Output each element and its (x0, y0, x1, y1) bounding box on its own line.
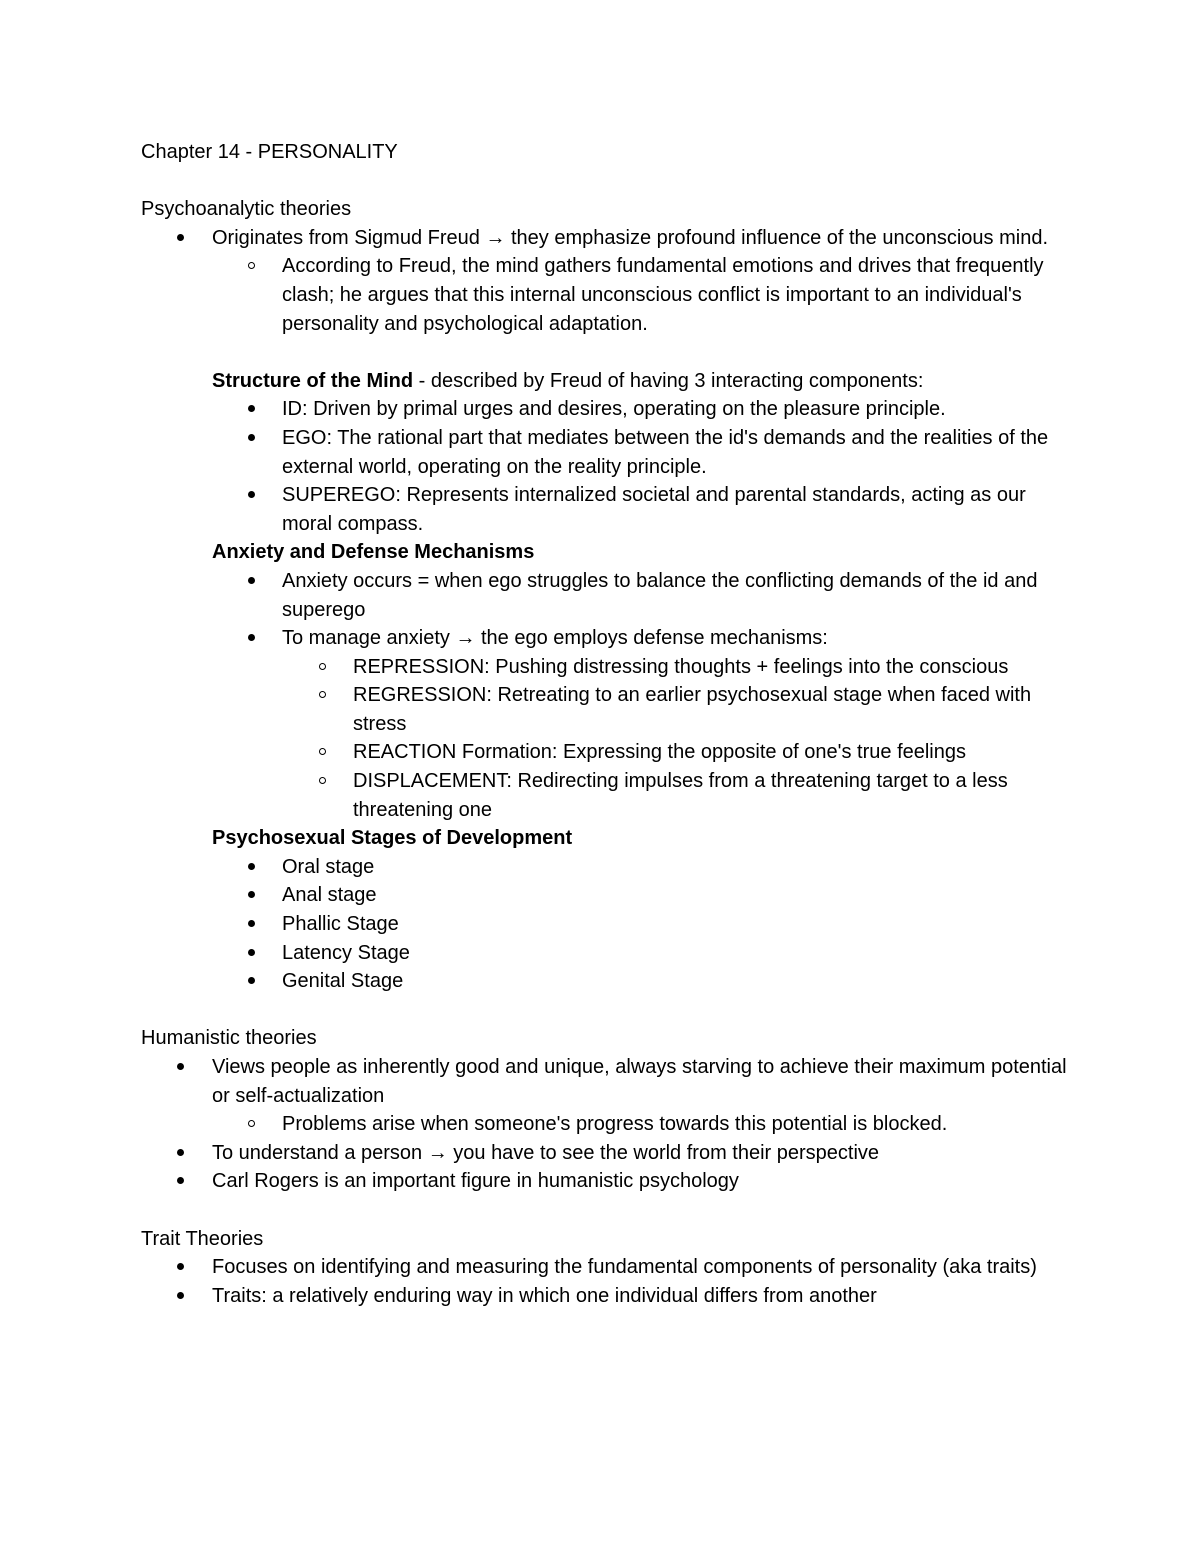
list-item: REACTION Formation: Expressing the opposite of one's true feelings (141, 738, 1071, 767)
page-title: Chapter 14 - PERSONALITY (141, 141, 398, 163)
section-heading-trait: Trait Theories (141, 1227, 264, 1250)
structure-heading: Structure of the Mind (212, 369, 414, 392)
stages-heading: Psychosexual Stages of Development (212, 827, 573, 850)
list-item: To manage anxiety → the ego employs defense mechanisms: (141, 624, 1071, 653)
list-item: To understand a person → you have to see the world from their perspective (141, 1139, 1071, 1168)
stages-list (141, 853, 1071, 996)
list-item: According to Freud, the mind gathers fundamental emotions and drives that frequently clash; he argues that this internal unconscious conflict is important to an individual's personality and psychological adaptation. (141, 252, 1071, 338)
psychoanalytic-list (141, 224, 1071, 338)
humanistic-list (141, 1053, 1071, 1196)
list-item: Anal stage (141, 881, 1071, 910)
list-item: DISPLACEMENT: Redirecting impulses from a threatening target to a less threatening one (141, 767, 1071, 824)
list-item: Focuses on identifying and measuring the fundamental components of personality (aka traits) (141, 1253, 1071, 1282)
structure-paragraph (141, 367, 1071, 396)
list-item: SUPEREGO: Represents internalized societal and parental standards, acting as our moral compass. (141, 481, 1071, 538)
anxiety-list (141, 567, 1071, 824)
list-item: Oral stage (141, 853, 1071, 882)
list-item: Views people as inherently good and unique, always starving to achieve their maximum potential or self-actualization (141, 1053, 1071, 1110)
list-item: Originates from Sigmud Freud → they emphasize profound influence of the unconscious mind. (141, 224, 1071, 253)
list-item: REGRESSION: Retreating to an earlier psychosexual stage when faced with stress (141, 681, 1071, 738)
section-heading-psychoanalytic: Psychoanalytic theories (141, 198, 352, 221)
list-item: Traits: a relatively enduring way in which one individual differs from another (141, 1282, 1071, 1311)
structure-list (141, 395, 1071, 538)
document-page (141, 138, 1071, 1310)
structure-description: - described by Freud of having 3 interacting components: (413, 369, 924, 392)
list-item: Carl Rogers is an important figure in humanistic psychology (141, 1167, 1071, 1196)
list-item: Genital Stage (141, 967, 1071, 996)
list-item: EGO: The rational part that mediates between the id's demands and the realities of the external world, operating on the reality principle. (141, 424, 1071, 481)
list-item: Phallic Stage (141, 910, 1071, 939)
trait-list (141, 1253, 1071, 1310)
list-item: ID: Driven by primal urges and desires, operating on the pleasure principle. (141, 395, 1071, 424)
list-item: REPRESSION: Pushing distressing thoughts + feelings into the conscious (141, 653, 1071, 682)
list-item: Anxiety occurs = when ego struggles to balance the conflicting demands of the id and superego (141, 567, 1071, 624)
section-heading-humanistic: Humanistic theories (141, 1027, 317, 1050)
anxiety-heading: Anxiety and Defense Mechanisms (212, 541, 535, 564)
list-item: Latency Stage (141, 939, 1071, 968)
list-item: Problems arise when someone's progress towards this potential is blocked. (141, 1110, 1071, 1139)
